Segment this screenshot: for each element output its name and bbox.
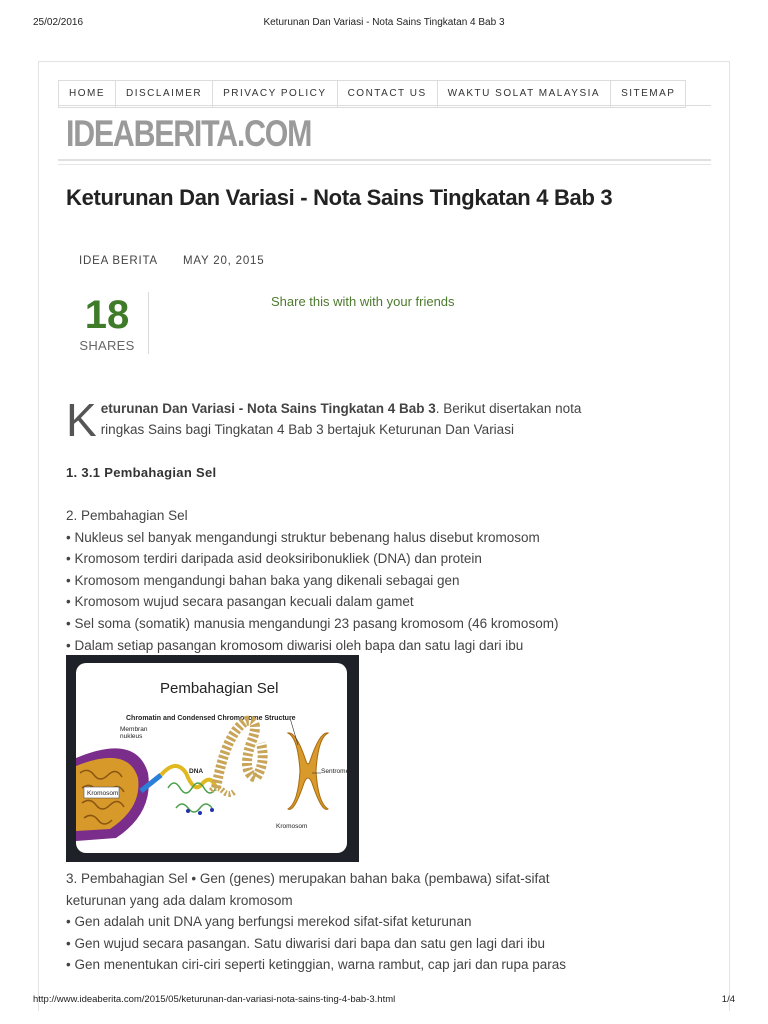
list-item: • Kromosom terdiri daripada asid deoksiribonukliek (DNA) dan protein	[66, 551, 482, 567]
chromosome-figure	[66, 655, 359, 862]
post-title: Keturunan Dan Variasi - Nota Sains Tingkatan 4 Bab 3	[66, 185, 613, 210]
nav-contact-us[interactable]: CONTACT US	[337, 80, 438, 108]
nav-divider	[58, 105, 711, 106]
nav-disclaimer[interactable]: DISCLAIMER	[115, 80, 213, 108]
content-list-2	[66, 868, 666, 976]
list-item: • Gen wujud secara pasangan. Satu diwarisi dari bapa dan satu gen lagi dari ibu	[66, 935, 546, 951]
header-divider-thin	[58, 164, 711, 165]
list-item: • Kromosom wujud secara pasangan kecuali dalam gamet	[66, 594, 414, 610]
page-number: 1/4	[721, 994, 735, 1005]
print-url: http://www.ideaberita.com/2015/05/keturunan-dan-variasi-nota-sains-ting-4-bab-3.html	[33, 994, 396, 1005]
list-item: • Gen adalah unit DNA yang berfungsi merekod sifat-sifat keturunan	[66, 914, 472, 930]
nav-privacy-policy[interactable]: PRIVACY POLICY	[212, 80, 337, 108]
header-divider	[58, 159, 711, 161]
content-list-1	[66, 505, 666, 656]
list-item: keturunan yang ada dalam kromosom	[66, 892, 293, 908]
top-navigation	[58, 80, 685, 108]
share-counter	[66, 292, 149, 354]
section-heading: 1. 3.1 Pembahagian Sel	[66, 465, 217, 480]
intro-paragraph	[66, 394, 626, 446]
label-kromosom-left: Kromosom	[87, 790, 119, 797]
figure-panel	[76, 663, 352, 853]
drop-cap: K	[66, 394, 97, 446]
site-logo-title[interactable]: IDEABERITA.COM	[66, 113, 312, 154]
label-kromosom-bottom: Kromosom	[276, 823, 308, 830]
list-item: • Nukleus sel banyak mengandungi struktur bebenang halus disebut kromosom	[66, 529, 540, 545]
nav-waktu-solat[interactable]: WAKTU SOLAT MALAYSIA	[437, 80, 611, 108]
list-item: 2. Pembahagian Sel	[66, 508, 188, 523]
list-item: • Dalam setiap pasangan kromosom diwarisi oleh bapa dan satu lagi dari ibu	[66, 637, 524, 653]
print-title: Keturunan Dan Variasi - Nota Sains Tingkatan 4 Bab 3	[263, 17, 505, 28]
list-item: • Sel soma (somatik) manusia mengandungi 23 pasang kromosom (46 kromosom)	[66, 615, 559, 631]
share-label: SHARES	[79, 338, 135, 353]
post-author[interactable]: IDEA BERITA	[79, 255, 158, 267]
label-membran-nukleus: Membran nukleus	[120, 726, 148, 740]
post-date: MAY 20, 2015	[183, 255, 265, 267]
print-date: 25/02/2016	[33, 17, 84, 28]
label-sentromer: Sentromer	[321, 768, 352, 775]
figure-heading: Pembahagian Sel	[160, 680, 279, 697]
intro-text: . Berikut disertakan nota ringkas Sains bagi Tingkatan 4 Bab 3 bertajuk Keturunan Dan Variasi	[100, 401, 582, 437]
label-dna: DNA	[189, 768, 204, 775]
share-prompt: Share this with with your friends	[271, 294, 455, 309]
figure-subheading: Chromatin and Condensed Chromosome Structure	[126, 715, 296, 722]
nav-home[interactable]: HOME	[58, 80, 116, 108]
intro-bold: eturunan Dan Variasi - Nota Sains Tingkatan 4 Bab 3	[100, 401, 436, 416]
list-item: • Kromosom mengandungi bahan baka yang dikenali sebagai gen	[66, 572, 460, 588]
list-item: • Gen menentukan ciri-ciri seperti ketinggian, warna rambut, cap jari dan rupa paras	[66, 957, 566, 973]
list-item: 3. Pembahagian Sel • Gen (genes) merupakan bahan baka (pembawa) sifat-sifat	[66, 871, 550, 886]
nav-sitemap[interactable]: SITEMAP	[610, 80, 686, 108]
share-count: 18	[84, 293, 130, 337]
